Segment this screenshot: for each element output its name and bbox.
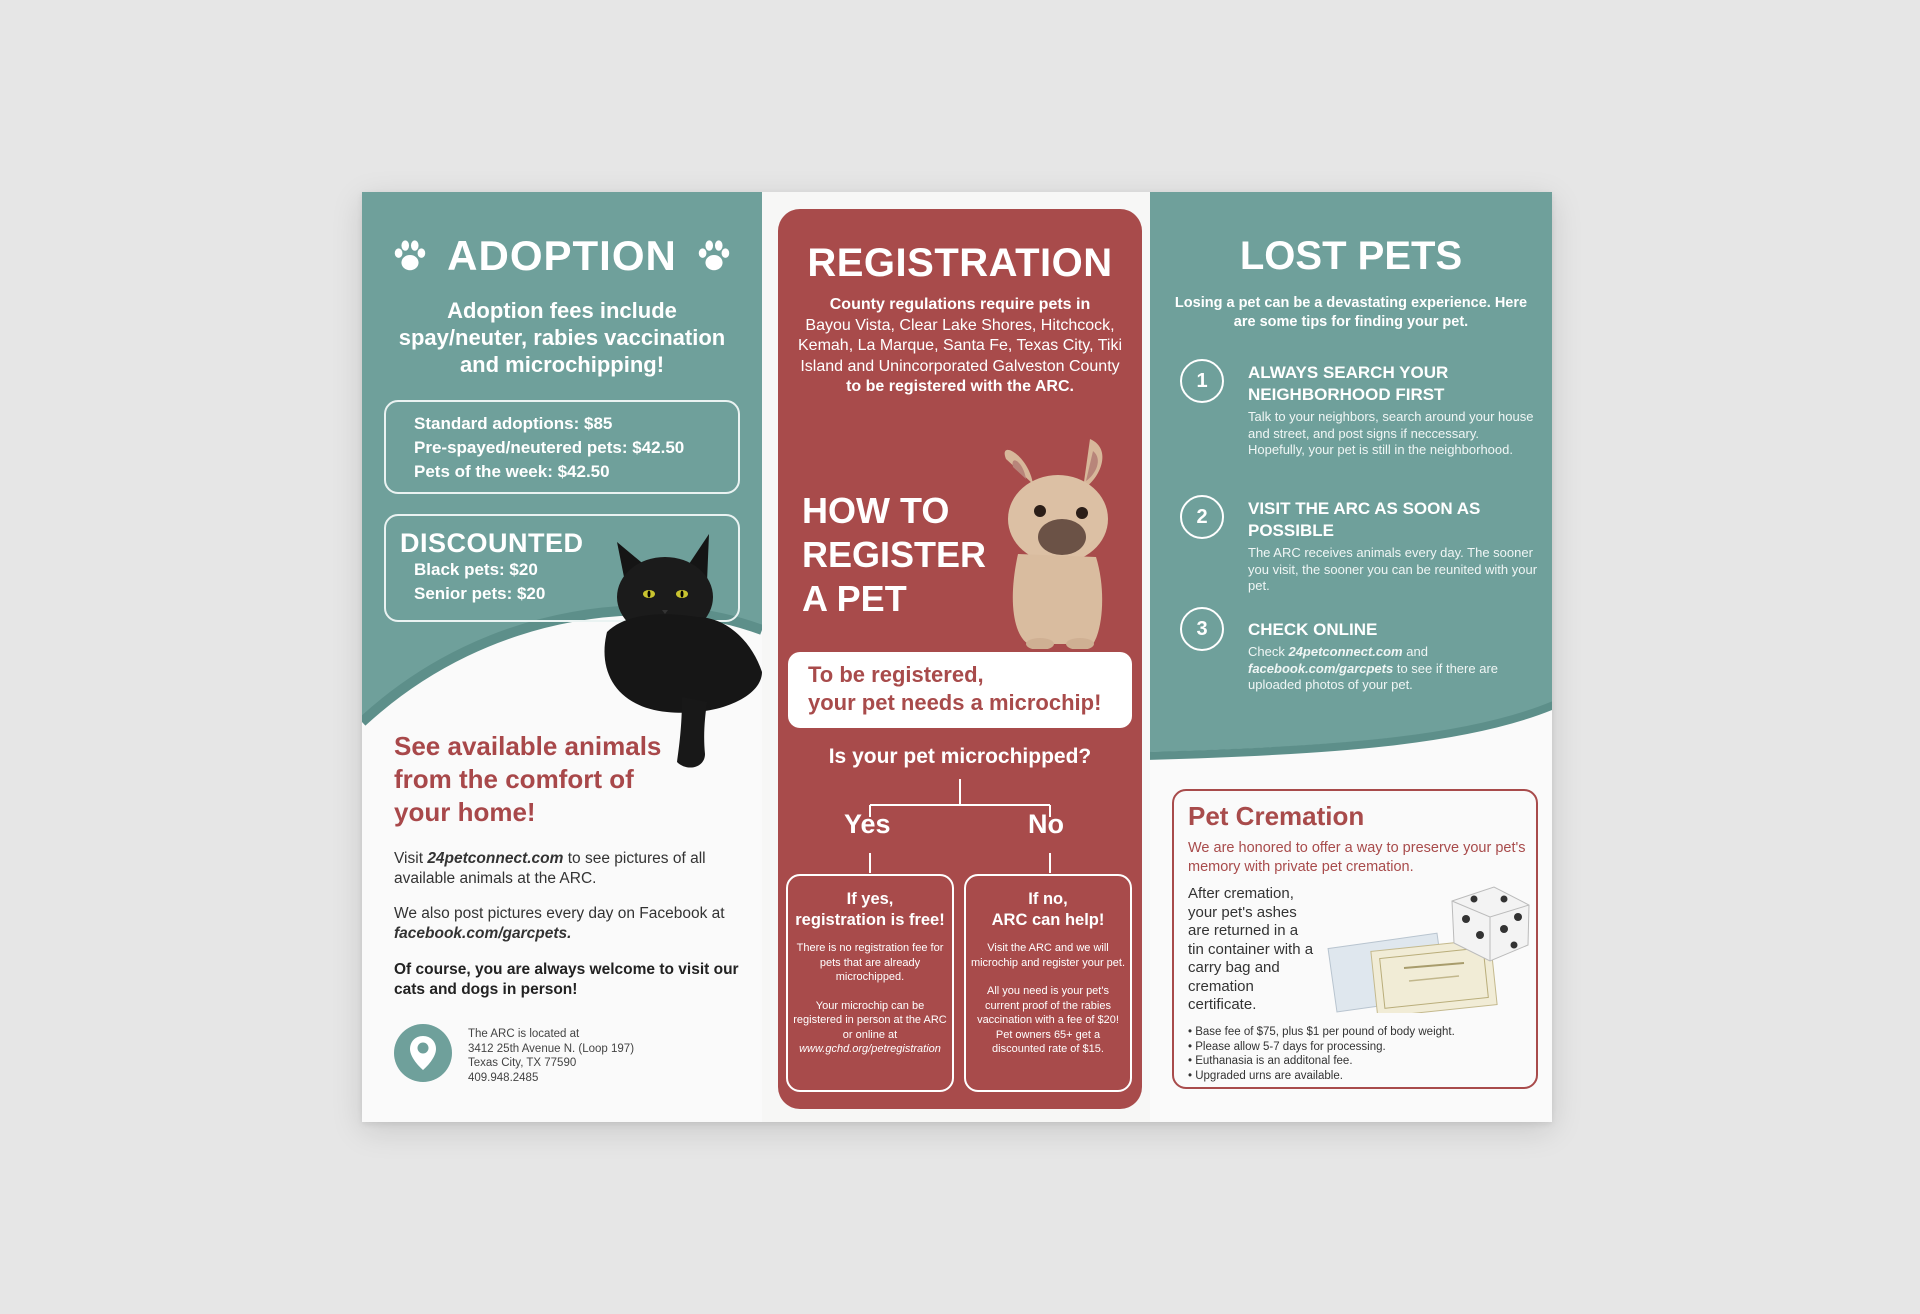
microchip-question: Is your pet microchipped? [828, 745, 1092, 768]
registration-title: REGISTRATION [807, 241, 1113, 285]
discount-line: Senior pets: $20 [414, 584, 546, 603]
paw-icon [391, 237, 429, 275]
fee-line: Pets of the week: $42.50 [414, 462, 610, 481]
fee-line: Pre-spayed/neutered pets: $42.50 [414, 438, 685, 457]
registration-link[interactable]: www.gchd.org/petregistration [799, 1043, 941, 1055]
lost-pets-subtitle: Losing a pet can be a devastating experience. Here are some tips for finding your pet. [1174, 295, 1528, 330]
list-item: • Euthanasia is an additonal fee. [1188, 1054, 1455, 1069]
lost-pets-title: LOST PETS [1239, 234, 1463, 278]
list-item: • Please allow 5-7 days for processing. [1188, 1040, 1455, 1055]
cremation-bullets [1188, 1025, 1455, 1083]
list-item: • Upgraded urns are available. [1188, 1069, 1455, 1084]
tip-body: The ARC receives animals every day. The sooner you visit, the sooner you can be reunited with your pet. [1248, 545, 1538, 593]
adoption-title-row [362, 232, 762, 280]
petconnect-link[interactable]: 24petconnect.com [1288, 644, 1403, 659]
registration-panel [762, 192, 1150, 1122]
how-to-register-heading: HOW TO REGISTER A PET [802, 490, 987, 619]
discounted-title: DISCOUNTED [400, 528, 584, 558]
facebook-link[interactable]: facebook.com/garcpets [1248, 660, 1394, 676]
location-pin-icon [394, 1024, 452, 1082]
fee-line: Standard adoptions: $85 [414, 414, 613, 433]
tip-body: Check 24petconnect.com and facebook.com/garcpets to see if there are uploaded photos of your pet. [1248, 644, 1498, 692]
yes-label: Yes [844, 809, 891, 839]
list-item: • Base fee of $75, plus $1 per pound of body weight. [1188, 1025, 1455, 1040]
registration-intro: County regulations require pets in Bayou Vista, Clear Lake Shores, Hitchcock, Kemah, La Marque, Santa Fe, Texas City, Tiki Island and Unincorporated Galveston County to be registered with the ARC. [798, 296, 1122, 395]
petconnect-link[interactable]: 24petconnect.com [427, 850, 564, 867]
cremation-text: After cremation, your pet's ashes are returned in a tin container with a carry bag and cremation certificate. [1188, 885, 1314, 1013]
tip-number-badge: 1 [1180, 359, 1224, 403]
see-available-heading: See available animals from the comfort of your home! [394, 731, 662, 827]
tip-heading: ALWAYS SEARCH YOUR NEIGHBORHOOD FIRST [1248, 363, 1449, 404]
tip-heading: VISIT THE ARC AS SOON AS POSSIBLE [1248, 499, 1481, 540]
paw-icon [695, 237, 733, 275]
brochure [362, 192, 1552, 1122]
microchip-banner: To be registered, your pet needs a microchip! [788, 652, 1132, 728]
adoption-panel [362, 192, 762, 1122]
welcome-paragraph: Of course, you are always welcome to visit our cats and dogs in person! [394, 961, 739, 998]
registration-card [778, 209, 1142, 1109]
lost-pets-panel [1150, 192, 1552, 1122]
pet-cremation-box [1172, 789, 1538, 1089]
no-answer-box: If no, ARC can help! Visit the ARC and we will microchip and register your pet. All you need is your pet's current proof of the rabies vaccination with a fee of $20! Pet owners 65+ get a discounted rate of $15. [964, 874, 1132, 1092]
facebook-link[interactable]: facebook.com/garcpets. [394, 925, 572, 942]
cremation-title: Pet Cremation [1188, 801, 1365, 831]
discount-line: Black pets: $20 [414, 560, 538, 579]
urn-and-certificate-image [1324, 883, 1534, 1013]
cremation-subtitle: We are honored to offer a way to preserve your pet's memory with private pet cremation. [1188, 840, 1526, 875]
tip-number-badge: 3 [1180, 607, 1224, 651]
tip-body: Talk to your neighbors, search around your house and street, and post signs if neccessary. Hopefully, your pet is still in the neighborhood. [1248, 409, 1534, 457]
yes-answer-box: If yes, registration is free! There is no registration fee for pets that are already microchipped. Your microchip can be registered in person at the ARC or online at www.gchd.org/petregistration [786, 874, 954, 1092]
french-bulldog-image [978, 439, 1128, 649]
tip-number-badge: 2 [1180, 495, 1224, 539]
adoption-subtitle: Adoption fees include spay/neuter, rabies vaccination and microchipping! [398, 298, 726, 377]
address-block: The ARC is located at 3412 25th Avenue N. (Loop 197) Texas City, TX 77590 409.948.2485 [468, 1028, 635, 1084]
fees-box [384, 400, 740, 494]
no-label: No [1028, 809, 1064, 839]
tip-heading: CHECK ONLINE [1248, 620, 1378, 639]
adoption-title: ADOPTION [447, 232, 677, 279]
visit-paragraph: Visit 24petconnect.com to see pictures of all available animals at the ARC. [394, 850, 706, 887]
facebook-paragraph: We also post pictures every day on Facebook at facebook.com/garcpets. [394, 905, 725, 942]
